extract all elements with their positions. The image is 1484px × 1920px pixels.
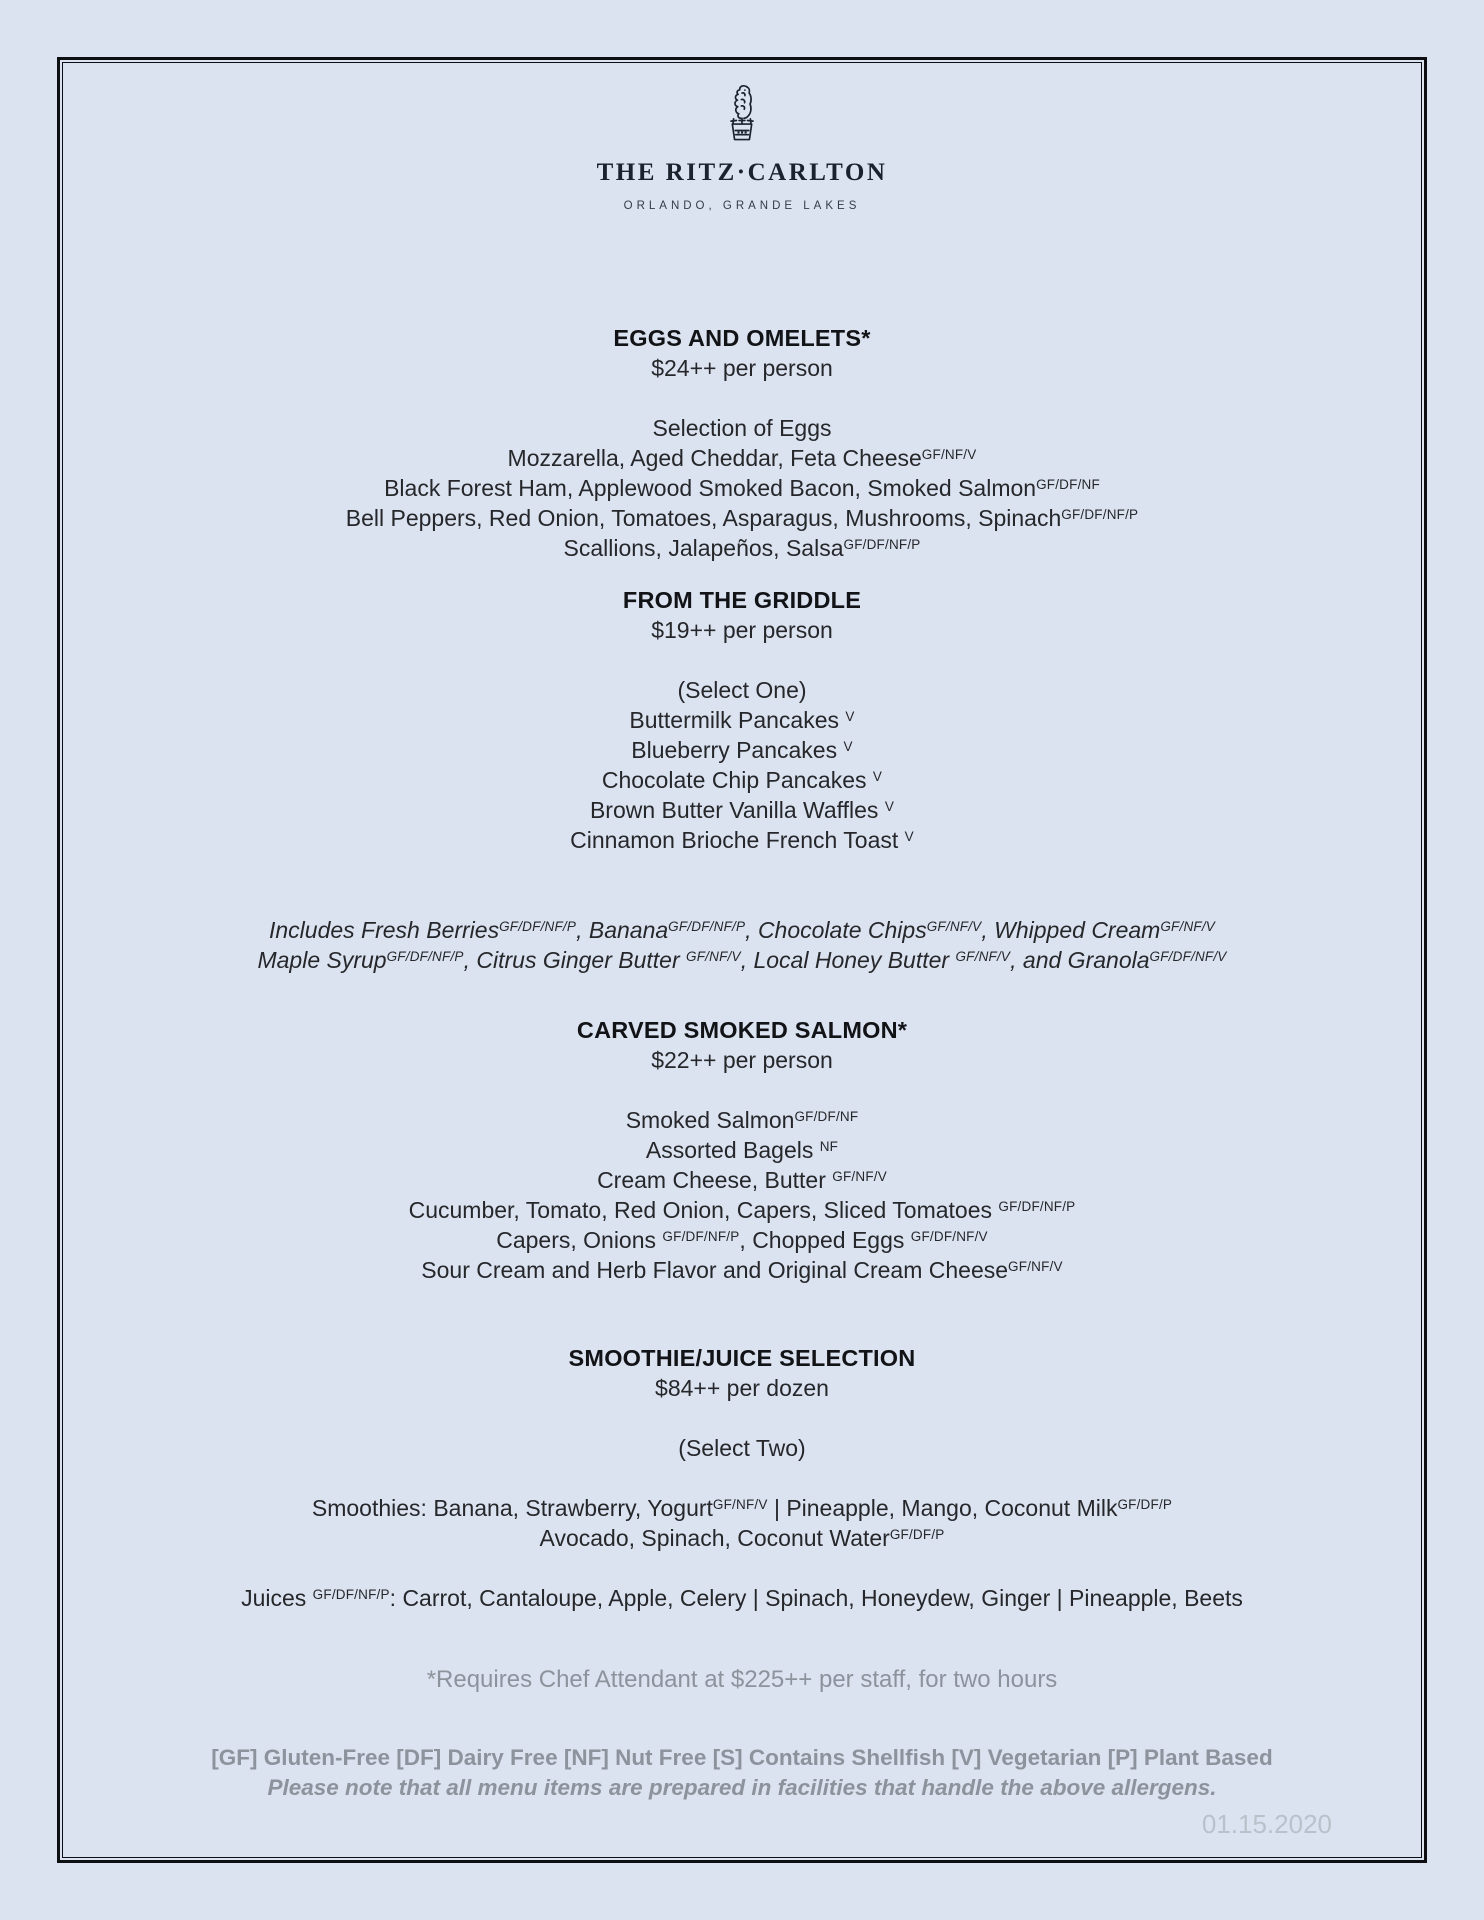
- menu-section: [60, 1343, 1424, 1613]
- allergen-code: GF/DF/NF: [1036, 476, 1100, 492]
- menu-line: [60, 915, 1424, 945]
- allergen-code: GF/DF/NF/P: [998, 1198, 1076, 1214]
- menu-line: [60, 1165, 1424, 1195]
- menu-line: [60, 533, 1424, 563]
- menu-text: , Whipped Cream: [981, 917, 1161, 943]
- menu-line: [60, 945, 1424, 975]
- allergen-code: GF/NF/V: [926, 918, 982, 934]
- menu-text: Selection of Eggs: [652, 415, 832, 441]
- hotel-location: ORLANDO, GRANDE LAKES: [623, 200, 861, 212]
- menu-line: [60, 1135, 1424, 1165]
- menu-line: [60, 413, 1424, 443]
- menu-line: [60, 825, 1424, 855]
- section-price: $22++ per person: [651, 1047, 833, 1073]
- allergen-code: NF: [819, 1138, 839, 1154]
- menu-section: [60, 323, 1424, 563]
- menu-text: , Local Honey Butter: [740, 947, 956, 973]
- menu-text: , Citrus Ginger Butter: [463, 947, 687, 973]
- allergen-code: GF/DF/NF/P: [662, 1228, 740, 1244]
- menu-text: Maple Syrup: [257, 947, 387, 973]
- menu-line: [60, 1523, 1424, 1553]
- menu-line: [60, 1433, 1424, 1463]
- hotel-logo: [60, 60, 1424, 213]
- allergen-code: V: [872, 768, 883, 784]
- menu-page: [60, 60, 1424, 1860]
- menu-group: [60, 1433, 1424, 1463]
- allergen-code: GF/NF/V: [832, 1168, 887, 1184]
- section-price: $84++ per dozen: [655, 1375, 829, 1401]
- allergen-code: GF/DF/P: [1117, 1496, 1173, 1512]
- allergen-code: GF/DF/NF/P: [386, 948, 464, 964]
- allergen-disclaimer: Please note that all menu items are prepared in facilities that handle the above allergens.: [267, 1775, 1217, 1800]
- menu-date: 01.15.2020: [1201, 1809, 1332, 1839]
- menu-text: Black Forest Ham, Applewood Smoked Bacon, Smoked Salmon: [384, 475, 1037, 501]
- chef-attendant-note: *Requires Chef Attendant at $225++ per staff, for two hours: [426, 1666, 1058, 1693]
- menu-line: [60, 1255, 1424, 1285]
- allergen-code: GF/DF/NF/P: [668, 918, 746, 934]
- menu-text: Scallions, Jalapeños, Salsa: [563, 535, 844, 561]
- menu-text: Smoked Salmon: [625, 1107, 795, 1133]
- menu-line: [60, 503, 1424, 533]
- menu-line: [60, 675, 1424, 705]
- menu-text: Buttermilk Pancakes: [629, 707, 846, 733]
- allergen-code: GF/DF/NF/P: [499, 918, 577, 934]
- menu-text: : Carrot, Cantaloupe, Apple, Celery | Spinach, Honeydew, Ginger | Pineapple, Beets: [389, 1585, 1243, 1611]
- allergen-code: GF/NF/V: [686, 948, 741, 964]
- menu-line: [60, 473, 1424, 503]
- menu-text: Brown Butter Vanilla Waffles: [589, 797, 885, 823]
- section-title: EGGS AND OMELETS*: [613, 325, 871, 351]
- menu-line: [60, 765, 1424, 795]
- menu-group: [60, 915, 1424, 975]
- menu-text: , Banana: [576, 917, 669, 943]
- section-title: FROM THE GRIDDLE: [622, 587, 862, 613]
- allergen-code: V: [904, 828, 914, 844]
- lion-crown-crest-icon: [722, 84, 762, 146]
- menu-line: [60, 735, 1424, 765]
- menu-text: , Chocolate Chips: [745, 917, 927, 943]
- menu-text: Sour Cream and Herb Flavor and Original Cream Cheese: [421, 1257, 1009, 1283]
- menu-text: Bell Peppers, Red Onion, Tomatoes, Asparagus, Mushrooms, Spinach: [345, 505, 1062, 531]
- menu-text: Avocado, Spinach, Coconut Water: [539, 1525, 890, 1551]
- hotel-brand-name: THE RITZ·CARLTON: [596, 159, 888, 186]
- menu-text: Juices: [241, 1585, 313, 1611]
- menu-sections: [60, 323, 1424, 1613]
- menu-text: (Select One): [677, 677, 807, 703]
- menu-group: [60, 1583, 1424, 1613]
- menu-line: [60, 795, 1424, 825]
- menu-text: Cinnamon Brioche French Toast: [570, 827, 905, 853]
- menu-section: [60, 585, 1424, 975]
- menu-text: Cream Cheese, Butter: [597, 1167, 833, 1193]
- menu-group: [60, 1105, 1424, 1285]
- menu-line: [60, 705, 1424, 735]
- allergen-code: GF/NF/V: [921, 446, 977, 462]
- section-price: $24++ per person: [651, 355, 833, 381]
- menu-line: [60, 1195, 1424, 1225]
- allergen-code: GF/NF/V: [1008, 1258, 1063, 1274]
- allergen-code: V: [884, 798, 895, 814]
- allergen-code: GF/DF/NF/V: [910, 1228, 988, 1244]
- menu-text: (Select Two): [678, 1435, 806, 1461]
- menu-text: Chocolate Chip Pancakes: [601, 767, 873, 793]
- section-title: CARVED SMOKED SALMON*: [576, 1017, 908, 1043]
- menu-text: Capers, Onions: [496, 1227, 663, 1253]
- allergen-code: GF/DF/NF/P: [312, 1586, 390, 1602]
- menu-text: Includes Fresh Berries: [268, 917, 500, 943]
- menu-text: , Chopped Eggs: [739, 1227, 911, 1253]
- menu-text: Smoothies: Banana, Strawberry, Yogurt: [311, 1495, 713, 1521]
- menu-line: [60, 1583, 1424, 1613]
- menu-group: [60, 675, 1424, 855]
- menu-group: [60, 1493, 1424, 1553]
- allergen-code: GF/DF/NF: [794, 1108, 859, 1124]
- menu-line: [60, 443, 1424, 473]
- allergen-code: V: [845, 708, 855, 724]
- allergen-code: GF/DF/NF/V: [1149, 948, 1227, 964]
- menu-section: [60, 1015, 1424, 1285]
- section-title: SMOOTHIE/JUICE SELECTION: [568, 1345, 916, 1371]
- menu-line: [60, 1225, 1424, 1255]
- allergen-code: GF/NF/V: [1160, 918, 1215, 934]
- menu-line: [60, 1493, 1424, 1523]
- menu-line: [60, 1105, 1424, 1135]
- allergen-code: GF/DF/NF/P: [1061, 506, 1139, 522]
- menu-text: Blueberry Pancakes: [631, 737, 844, 763]
- allergen-code: V: [843, 738, 853, 754]
- allergen-code: GF/NF/V: [712, 1496, 768, 1512]
- menu-text: Cucumber, Tomato, Red Onion, Capers, Sliced Tomatoes: [408, 1197, 999, 1223]
- section-price: $19++ per person: [651, 617, 833, 643]
- menu-text: Assorted Bagels: [645, 1137, 820, 1163]
- menu-text: , and Granola: [1010, 947, 1150, 973]
- allergen-legend: [GF] Gluten-Free [DF] Dairy Free [NF] Nut Free [S] Contains Shellfish [V] Vegetarian [P] Plant Based: [211, 1745, 1273, 1770]
- menu-text: | Pineapple, Mango, Coconut Milk: [767, 1495, 1118, 1521]
- allergen-code: GF/DF/P: [889, 1526, 945, 1542]
- allergen-code: GF/NF/V: [955, 948, 1011, 964]
- menu-text: Mozzarella, Aged Cheddar, Feta Cheese: [507, 445, 922, 471]
- allergen-code: GF/DF/NF/P: [843, 536, 921, 552]
- menu-group: [60, 413, 1424, 563]
